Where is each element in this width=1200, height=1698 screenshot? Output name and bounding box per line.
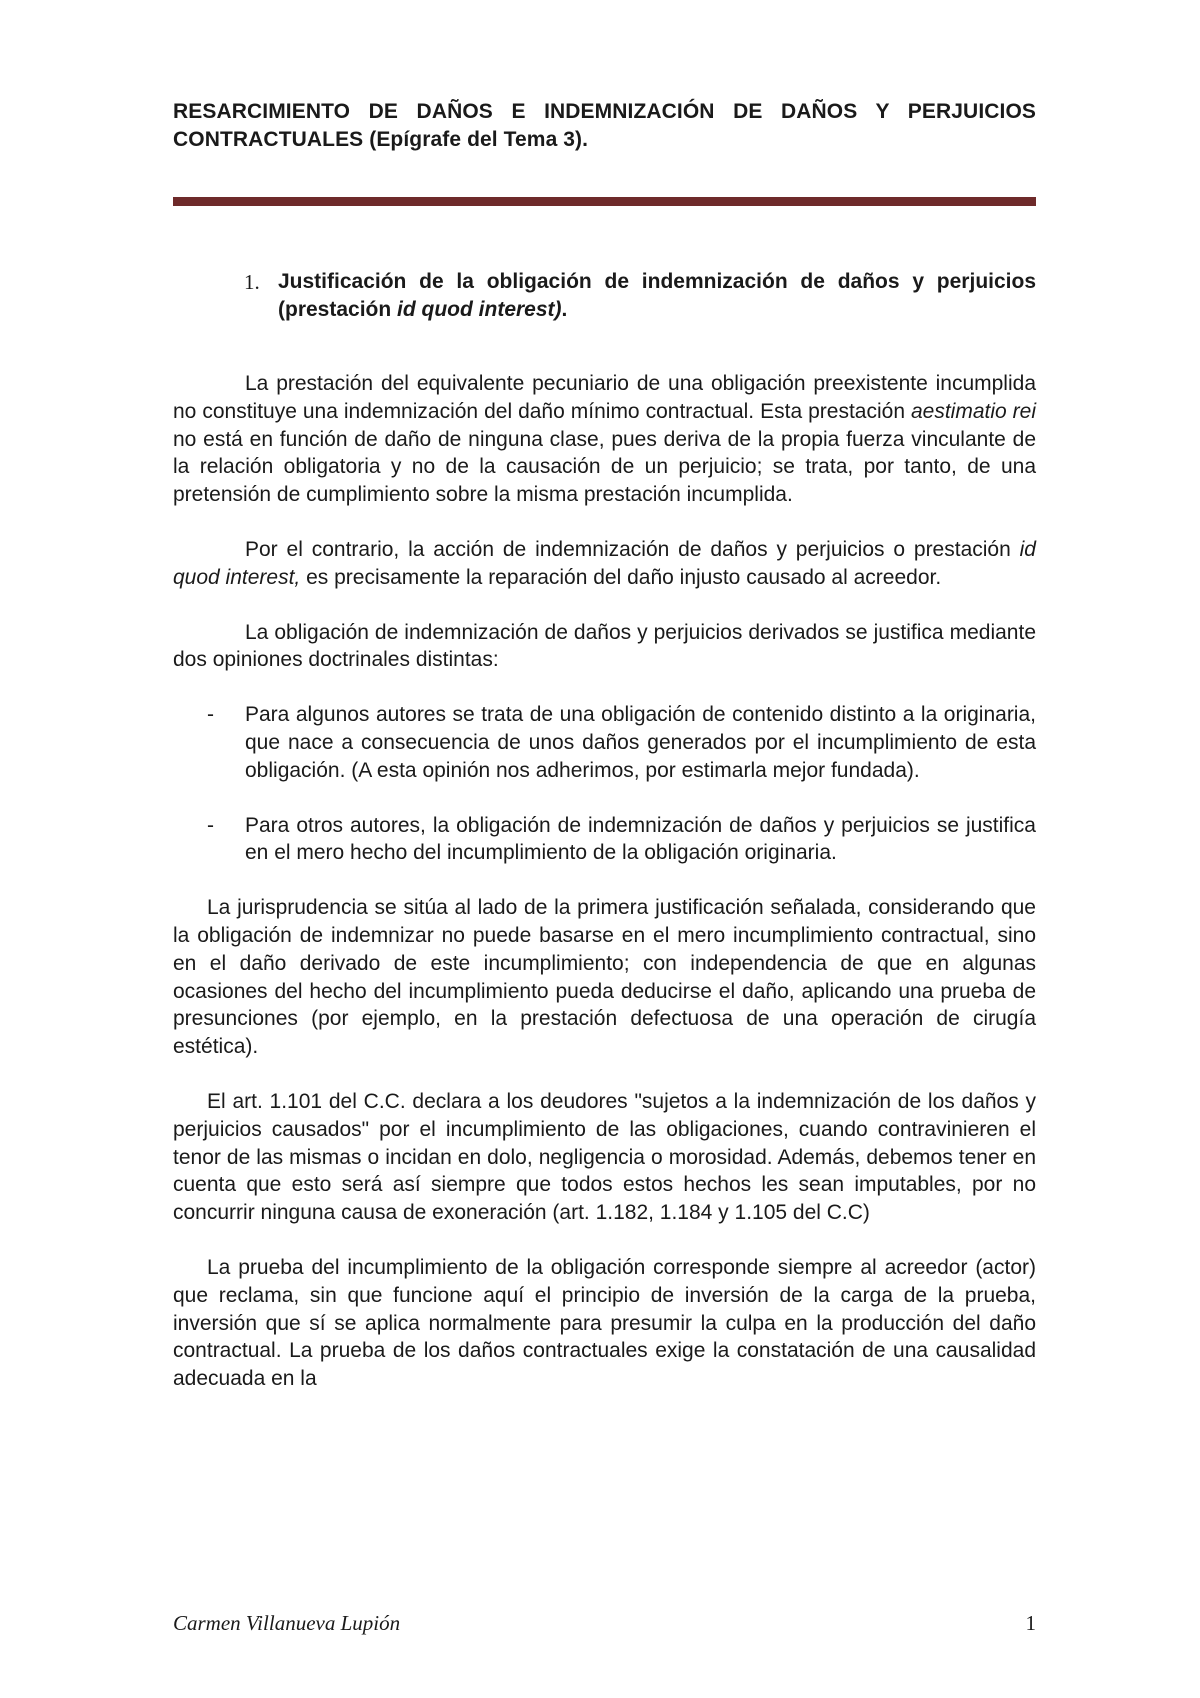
paragraph-jurisprudencia: La jurisprudencia se sitúa al lado de la primera justificación señalada, considerando que la obligación de indemnizar no puede basarse en el mero incumplimiento contractual, sino en el daño derivado de este incumplimiento; con independencia de que en algunas ocasiones del hecho del incumplimiento pueda deducirse el daño, aplicando una prueba de presunciones (por ejemplo, en la prestación defectuosa de una operación de cirugía estética). bbox=[173, 896, 1036, 1059]
paragraph-italic-term: id quod interest, bbox=[173, 537, 1036, 589]
paragraph-text: Por el contrario, la acción de indemnización de daños y perjuicios o prestación bbox=[245, 537, 1020, 561]
section-number: 1. bbox=[244, 270, 260, 294]
bullet-dash: - bbox=[207, 813, 214, 837]
paragraph-text: no está en función de daño de ninguna clase, pues deriva de la propia fuerza vinculante de la relación obligatoria y no de la causación de un perjuicio; se trata, por tanto, de una pretensión de cumplimiento sobre la misma prestación incumplida. bbox=[173, 427, 1036, 507]
paragraph-text: La prestación del equivalente pecuniario de una obligación preexistente incumplida no constituye una indemnización del daño mínimo contractual. Esta prestación bbox=[173, 372, 1036, 423]
document-title: RESARCIMIENTO DE DAÑOS E INDEMNIZACIÓN DE DAÑOS Y PERJUICIOS CONTRACTUALES (Epígrafe del Tema 3). bbox=[173, 100, 1036, 151]
page-footer bbox=[173, 1611, 1036, 1636]
paragraph-text: es precisamente la reparación del daño injusto causado al acreedor. bbox=[300, 565, 942, 589]
title-divider bbox=[173, 197, 1036, 206]
paragraph-italic-term: aestimatio rei bbox=[910, 399, 1036, 423]
bullet-text: Para otros autores, la obligación de indemnización de daños y perjuicios se justifica en el mero hecho del incumplimiento de la obligación originaria. bbox=[245, 813, 1036, 865]
section-title bbox=[278, 268, 1036, 324]
bullet-item bbox=[207, 812, 1036, 868]
bullet-text: Para algunos autores se trata de una obligación de contenido distinto a la originaria, que nace a consecuencia de unos daños generados por el incumplimiento de esta obligación. (A esta opinión nos adherimos, por estimarla mejor fundada). bbox=[245, 703, 1036, 782]
paragraph-art-1101: El art. 1.101 del C.C. declara a los deudores "sujetos a la indemnización de los daños y perjuicios causados" por el incumplimiento de las obligaciones, cuando contravinieren el tenor de las mismas o incidan en dolo, negligencia o morosidad. Además, debemos tener en cuenta que esto será así siempre que todos estos hechos les sean imputables, por no concurrir ninguna causa de exoneración (art. 1.182, 1.184 y 1.105 del C.C) bbox=[173, 1089, 1036, 1225]
paragraph-aestimatio-rei bbox=[173, 370, 1036, 509]
section-title-italic: id quod interest) bbox=[397, 298, 562, 321]
page-content bbox=[173, 98, 1036, 1393]
paragraph-id-quod-interest bbox=[173, 536, 1036, 592]
footer-author: Carmen Villanueva Lupión bbox=[173, 1611, 401, 1635]
section-heading bbox=[244, 268, 1036, 324]
paragraph-doctrinal-opinions: La obligación de indemnización de daños y perjuicios derivados se justifica mediante dos opiniones doctrinales distintas: bbox=[173, 620, 1036, 672]
section-title-end: . bbox=[561, 298, 568, 321]
page-number: 1 bbox=[1025, 1611, 1036, 1635]
paragraph-prueba: La prueba del incumplimiento de la obligación corresponde siempre al acreedor (actor) que reclama, sin que funcione aquí el principio de inversión de la carga de la prueba, inversión que sí se aplica normalmente para presumir la culpa en la producción del daño contractual. La prueba de los daños contractuales exige la constatación de una causalidad adecuada en la bbox=[173, 1255, 1036, 1391]
section-title-start: Justificación de la obligación de indemnización de daños y perjuicios (prestación bbox=[278, 270, 1036, 321]
bullet-dash: - bbox=[207, 703, 214, 727]
bullet-item bbox=[207, 701, 1036, 784]
